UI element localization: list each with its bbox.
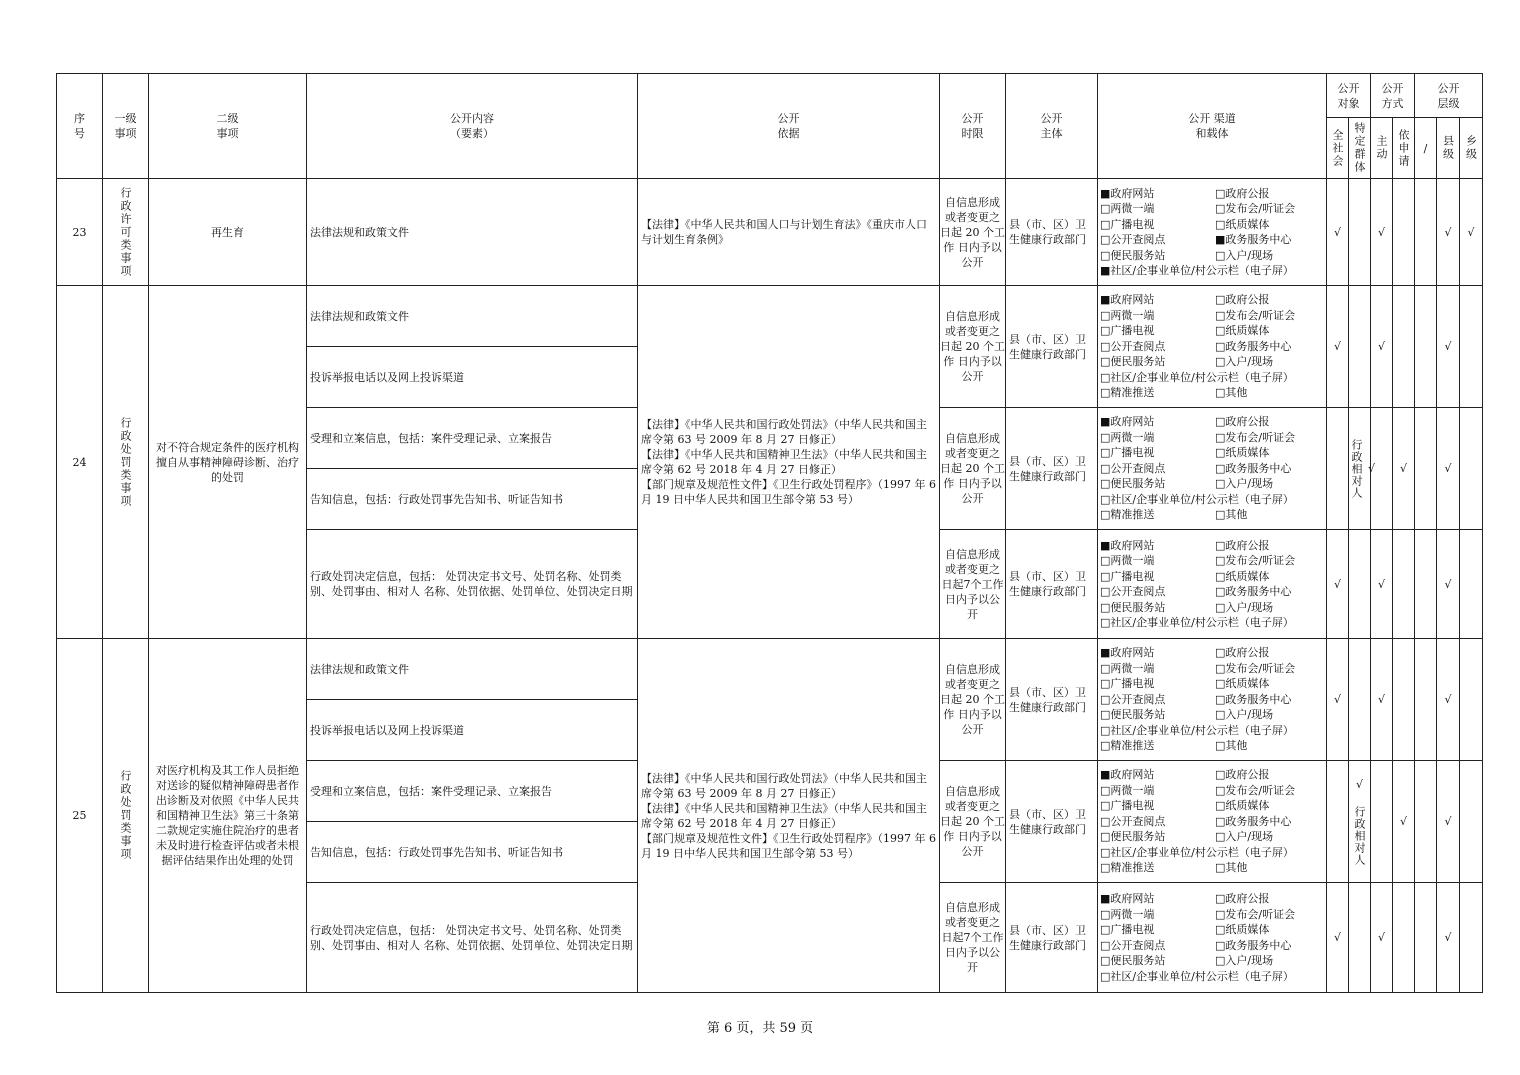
channel-tv: □广播电视: [1100, 446, 1155, 460]
row-basis: 【法律】《中华人民共和国人口与计划生育法》《重庆市人口与计划生育条例》: [638, 179, 940, 286]
channel-gov-site: ■政府网站: [1100, 293, 1155, 307]
channel-gov-gazette: □政府公报: [1215, 646, 1270, 660]
channel-tv: □广播电视: [1100, 923, 1155, 936]
tick-obj-all: √: [1327, 883, 1349, 993]
channel-paper: □纸质媒体: [1215, 799, 1270, 813]
channel-convenience: □便民服务站: [1100, 708, 1166, 722]
channel-paper: □纸质媒体: [1215, 324, 1270, 338]
header-layer-town: 乡级: [1464, 135, 1478, 161]
channel-press: □发布会/听证会: [1215, 202, 1296, 215]
channel-community: □社区/企事业单位/村公示栏（电子屏）: [1100, 492, 1294, 506]
channel-convenience: □便民服务站: [1100, 600, 1166, 614]
row-subject: 县（市、区）卫 生健康行政部门: [1006, 639, 1098, 761]
tick-method-active: √: [1371, 639, 1393, 761]
tick-method-active: √: [1371, 179, 1393, 286]
channel-paper: □纸质媒体: [1215, 569, 1270, 583]
channel-two-micro: □两微一端: [1100, 308, 1155, 322]
channel-gov-site: ■政府网站: [1100, 186, 1155, 200]
channel-push: □精准推送: [1100, 508, 1155, 522]
tick-method-request: √: [1393, 761, 1415, 883]
row-content: 受理和立案信息，包括：案件受理记录、立案报告: [307, 761, 638, 822]
header-layer-county: 县级: [1441, 135, 1455, 161]
tick-layer-town: √: [1460, 179, 1483, 286]
tick-obj-specific: √ 行政相对人: [1349, 761, 1371, 883]
row-content: 告知信息，包括：行政处罚事先告知书、听证告知书: [307, 822, 638, 883]
header-method: 公开 方式: [1371, 74, 1415, 118]
channel-service-center: □政务服务中心: [1215, 938, 1292, 952]
disclosure-table: [56, 73, 1483, 993]
channel-other: □其他: [1215, 861, 1248, 875]
header-channel: 公开 渠道 和载体: [1098, 74, 1327, 179]
channel-tv: □广播电视: [1100, 569, 1155, 583]
channel-service-center: □政务服务中心: [1215, 692, 1292, 706]
header-content: 公开内容 （要素）: [307, 74, 638, 179]
row-level2: 对不符合规定条件的医疗机构擅自从事精神障碍诊断、治疗的处罚: [149, 286, 307, 639]
row-subject: 县（市、区）卫 生健康行政部门: [1006, 883, 1098, 993]
channel-gov-gazette: □政府公报: [1215, 892, 1270, 905]
row-content: 告知信息，包括：行政处罚事先告知书、听证告知书: [307, 469, 638, 530]
channel-community: □社区/企事业单位/村公示栏（电子屏）: [1100, 370, 1294, 384]
row-time: 自信息形成或者变更之日起 20 个工作 日内予以 公开: [940, 408, 1006, 530]
row-seq: 23: [57, 179, 103, 286]
tick-method-active: √: [1371, 286, 1393, 408]
channel-convenience: □便民服务站: [1100, 954, 1166, 967]
row-seq: 24: [57, 286, 103, 639]
page-footer: 第 6 页，共 59 页: [706, 1021, 814, 1036]
channel-two-micro: □两微一端: [1100, 430, 1155, 444]
row-time: 自信息形成或者变更之日起7个工作日内予以公开: [940, 883, 1006, 993]
row-time: 自信息形成或者变更之日起 20 个工作 日内予以 公开: [940, 639, 1006, 761]
header-method-request: 依申请: [1397, 128, 1410, 168]
tick-layer-county: √: [1437, 408, 1460, 530]
row-content: 行政处罚决定信息，包括： 处罚决定书文号、处罚名称、处罚类别、处罚事由、相对人 名称、处罚依据、处罚单位、处罚决定日期: [307, 883, 638, 993]
header-level1: 一级 事项: [103, 74, 149, 179]
channel-two-micro: □两微一端: [1100, 554, 1155, 567]
channel-press: □发布会/听证会: [1215, 430, 1296, 444]
row-channels: [1098, 408, 1327, 530]
channel-service-center: □政务服务中心: [1215, 339, 1292, 353]
row-subject: 县（市、区）卫 生健康行政部门: [1006, 408, 1098, 530]
header-level2: 二级 事项: [149, 74, 307, 179]
row-level2: 再生育: [149, 179, 307, 286]
row-level1: 行政处罚类事项: [119, 416, 132, 508]
channel-home-visit: □入户/现场: [1215, 248, 1274, 262]
header-time-limit: 公开 时限: [940, 74, 1006, 179]
row-seq: 25: [57, 639, 103, 993]
tick-layer-county: √: [1437, 286, 1460, 408]
row-channels: [1098, 179, 1327, 286]
row-basis: 【法律】《中华人民共和国行政处罚法》（中华人民共和国主席令第 63 号 2009 年 8 月 27 日修正） 【法律】《中华人民共和国精神卫生法》（中华人民共和国主席令第 62 号 2018 年 4 月 27 日修正） 【部门规章及规范性文件】《卫生行政处罚程序》（1997 年 6 月 19 日中华人民共和国卫生部令第 53 号）: [638, 639, 940, 993]
channel-gov-gazette: □政府公报: [1215, 415, 1270, 429]
row-content: 法律法规和政策文件: [307, 286, 638, 347]
tick-obj-all: √: [1327, 179, 1349, 286]
header-subject: 公开 主体: [1006, 74, 1098, 179]
channel-paper: □纸质媒体: [1215, 446, 1270, 460]
channel-gov-site: ■政府网站: [1100, 415, 1155, 429]
row-time: 自信息形成或者变更之日起7个工作日内予以公开: [940, 530, 1006, 639]
channel-gov-site: ■政府网站: [1100, 892, 1155, 905]
tick-method-active: √: [1371, 883, 1393, 993]
header-basis: 公开 依据: [638, 74, 940, 179]
channel-home-visit: □入户/现场: [1215, 830, 1274, 844]
row-content: 法律法规和政策文件: [307, 639, 638, 700]
channel-home-visit: □入户/现场: [1215, 355, 1274, 369]
channel-community: □社区/企事业单位/村公示栏（电子屏）: [1100, 845, 1294, 859]
channel-paper: □纸质媒体: [1215, 677, 1270, 691]
row-channels: [1098, 883, 1327, 993]
channel-home-visit: □入户/现场: [1215, 954, 1274, 967]
channel-press: □发布会/听证会: [1215, 661, 1296, 675]
channel-gov-gazette: □政府公报: [1215, 186, 1270, 200]
tick-obj-all: √: [1327, 530, 1349, 639]
row-content: 法律法规和政策文件: [307, 179, 638, 286]
channel-paper: □纸质媒体: [1215, 217, 1270, 231]
channel-gov-gazette: □政府公报: [1215, 293, 1270, 307]
channel-gov-site: ■政府网站: [1100, 538, 1155, 552]
channel-convenience: □便民服务站: [1100, 355, 1166, 369]
channel-public-read: □公开查阅点: [1100, 814, 1166, 828]
channel-press: □发布会/听证会: [1215, 308, 1296, 322]
row-channels: [1098, 761, 1327, 883]
channel-convenience: □便民服务站: [1100, 830, 1166, 844]
channel-press: □发布会/听证会: [1215, 554, 1296, 567]
header-layer: 公开 层级: [1415, 74, 1483, 118]
header-seq: 序 号: [57, 74, 103, 179]
tick-obj-all: √: [1327, 639, 1349, 761]
tick-layer-county: √: [1437, 639, 1460, 761]
row-subject: 县（市、区）卫 生健康行政部门: [1006, 179, 1098, 286]
channel-gov-site: ■政府网站: [1100, 768, 1155, 782]
tick-layer-county: √: [1437, 179, 1460, 286]
row-channels: [1098, 286, 1327, 408]
row-subject: 县（市、区）卫 生健康行政部门: [1006, 761, 1098, 883]
tick-layer-county: √: [1437, 761, 1460, 883]
header-object: 公开 对象: [1327, 74, 1371, 118]
channel-public-read: □公开查阅点: [1100, 585, 1166, 598]
tick-obj-specific: √ 行政相对人: [1349, 408, 1371, 530]
row-subject: 县（市、区）卫 生健康行政部门: [1006, 530, 1098, 639]
channel-paper: □纸质媒体: [1215, 923, 1270, 936]
channel-community: □社区/企事业单位/村公示栏（电子屏）: [1100, 723, 1294, 737]
header-method-active: 主动: [1375, 135, 1388, 161]
channel-home-visit: □入户/现场: [1215, 600, 1274, 614]
channel-other: □其他: [1215, 739, 1248, 753]
channel-press: □发布会/听证会: [1215, 907, 1296, 921]
row-content: 行政处罚决定信息，包括： 处罚决定书文号、处罚名称、处罚类别、处罚事由、相对人 名称、处罚依据、处罚单位、处罚决定日期: [307, 530, 638, 639]
row-channels: [1098, 639, 1327, 761]
row-basis: 【法律】《中华人民共和国行政处罚法》（中华人民共和国主席令第 63 号 2009 年 8 月 27 日修正） 【法律】《中华人民共和国精神卫生法》（中华人民共和国主席令第 62 号 2018 年 4 月 27 日修正） 【部门规章及规范性文件】《卫生行政处罚程序》（1997 年 6 月 19 日中华人民共和国卫生部令第 53 号）: [638, 286, 940, 639]
channel-service-center: □政务服务中心: [1215, 814, 1292, 828]
channel-community: ■社区/企事业单位/村公示栏（电子屏）: [1100, 264, 1294, 277]
channel-two-micro: □两微一端: [1100, 202, 1155, 215]
channel-push: □精准推送: [1100, 739, 1155, 753]
channel-other: □其他: [1215, 508, 1248, 522]
table-row: [57, 639, 1483, 700]
tick-method-active: √: [1371, 530, 1393, 639]
row-content: 投诉举报电话以及网上投诉渠道: [307, 347, 638, 408]
channel-home-visit: □入户/现场: [1215, 477, 1274, 491]
row-level2: 对医疗机构及其工作人员拒绝对送诊的疑似精神障碍患者作出诊断及对依照《中华人民共和国精神卫生法》第三十条第二款规定实施住院治疗的患者未及时进行检查评估或者未根据评估结果作出处理的处罚: [149, 639, 307, 993]
table-row: [57, 179, 1483, 286]
tick-layer-county: √: [1437, 530, 1460, 639]
row-subject: 县（市、区）卫 生健康行政部门: [1006, 286, 1098, 408]
header-obj-specific: 特定群体: [1353, 122, 1366, 174]
channel-public-read: □公开查阅点: [1100, 938, 1166, 952]
channel-push: □精准推送: [1100, 386, 1155, 400]
header-obj-all: 全社会: [1331, 128, 1344, 168]
channel-service-center: □政务服务中心: [1215, 585, 1292, 598]
channel-service-center: ■政务服务中心: [1215, 233, 1292, 246]
channel-public-read: □公开查阅点: [1100, 233, 1166, 246]
channel-convenience: □便民服务站: [1100, 248, 1166, 262]
row-channels: [1098, 530, 1327, 639]
tick-obj-all: √: [1327, 286, 1349, 408]
channel-two-micro: □两微一端: [1100, 661, 1155, 675]
channel-push: □精准推送: [1100, 861, 1155, 875]
row-level1: 行政处罚类事项: [119, 770, 132, 861]
row-level1: 行政许可类事项: [119, 186, 132, 278]
channel-two-micro: □两微一端: [1100, 783, 1155, 797]
row-content: 投诉举报电话以及网上投诉渠道: [307, 700, 638, 761]
channel-press: □发布会/听证会: [1215, 783, 1296, 797]
channel-gov-site: ■政府网站: [1100, 646, 1155, 660]
row-time: 自信息形成或者变更之日起 20 个工作 日内予以 公开: [940, 761, 1006, 883]
tick-layer-county: √: [1437, 883, 1460, 993]
row-time: 自信息形成或者变更之日起 20 个工作 日内予以 公开: [940, 286, 1006, 408]
channel-two-micro: □两微一端: [1100, 907, 1155, 921]
channel-public-read: □公开查阅点: [1100, 339, 1166, 353]
channel-other: □其他: [1215, 386, 1248, 400]
header-slash: /: [1415, 118, 1437, 179]
row-time: 自信息形成或者变更之日起 20 个工作 日内予以 公开: [940, 179, 1006, 286]
tick-method-request: √: [1393, 408, 1415, 530]
channel-community: □社区/企事业单位/村公示栏（电子屏）: [1100, 969, 1294, 983]
row-content: 受理和立案信息，包括：案件受理记录、立案报告: [307, 408, 638, 469]
channel-gov-gazette: □政府公报: [1215, 538, 1270, 552]
channel-public-read: □公开查阅点: [1100, 692, 1166, 706]
channel-gov-gazette: □政府公报: [1215, 768, 1270, 782]
channel-tv: □广播电视: [1100, 217, 1155, 231]
channel-home-visit: □入户/现场: [1215, 708, 1274, 722]
channel-tv: □广播电视: [1100, 799, 1155, 813]
channel-convenience: □便民服务站: [1100, 477, 1166, 491]
table-row: [57, 286, 1483, 347]
channel-community: □社区/企事业单位/村公示栏（电子屏）: [1100, 616, 1294, 629]
channel-tv: □广播电视: [1100, 677, 1155, 691]
channel-tv: □广播电视: [1100, 324, 1155, 338]
channel-public-read: □公开查阅点: [1100, 461, 1166, 475]
channel-service-center: □政务服务中心: [1215, 461, 1292, 475]
